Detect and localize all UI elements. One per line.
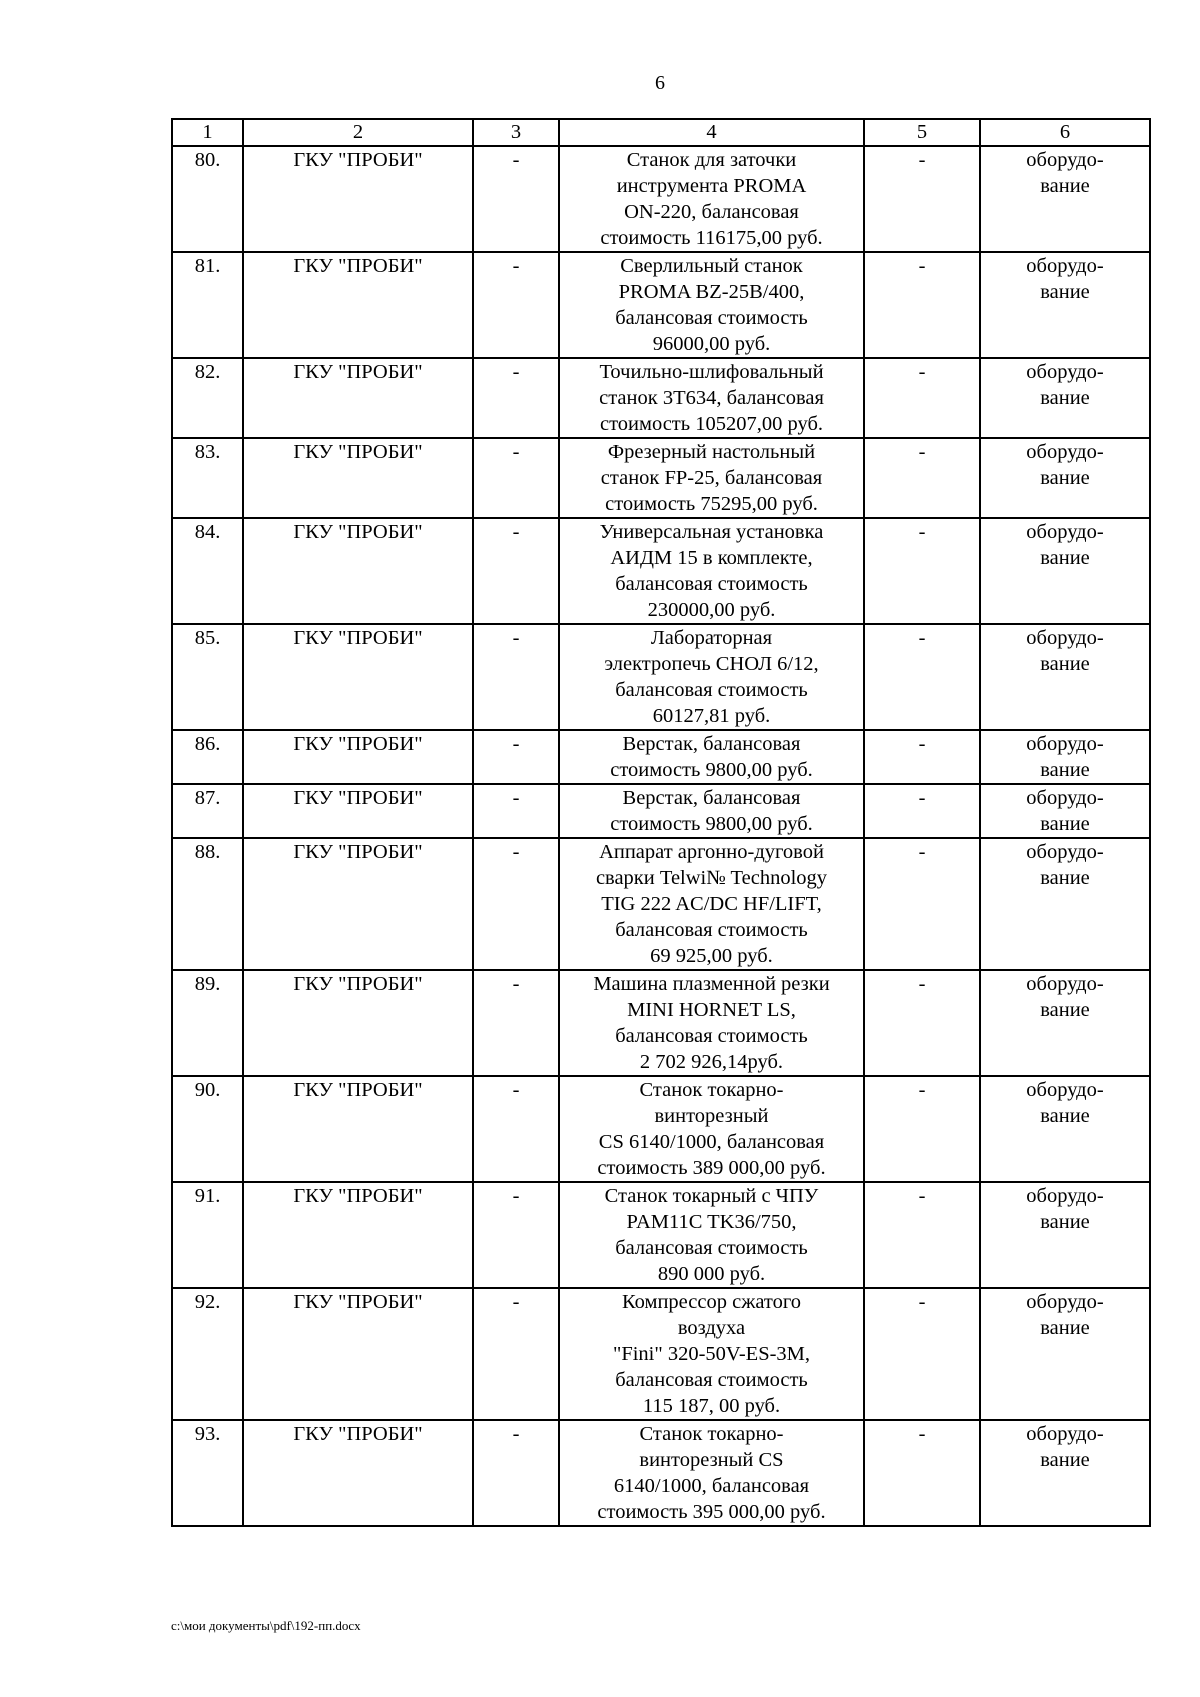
- description-line: CS 6140/1000, балансовая: [598, 1131, 825, 1153]
- description-cell: [559, 518, 864, 624]
- column-3-cell: -: [473, 518, 559, 624]
- column-3-cell: -: [473, 252, 559, 358]
- description-line: Станок для заточки: [626, 149, 797, 171]
- type-line: вание: [1040, 999, 1090, 1021]
- description-cell: [559, 1076, 864, 1182]
- table-row: [172, 838, 1150, 970]
- table-row: [172, 1420, 1150, 1526]
- type-line: оборудо-: [1026, 733, 1104, 755]
- description-line: стоимость 389 000,00 руб.: [597, 1157, 826, 1179]
- description-line: Верстак, балансовая: [622, 787, 801, 809]
- type-line: вание: [1040, 387, 1090, 409]
- type-line: оборудо-: [1026, 787, 1104, 809]
- organization-cell: ГКУ "ПРОБИ": [243, 438, 473, 518]
- row-number: 86.: [172, 730, 243, 784]
- description-line: Точильно-шлифовальный: [599, 361, 824, 383]
- table-row: [172, 438, 1150, 518]
- description-cell: [559, 1420, 864, 1526]
- description-line: электропечь СНОЛ 6/12,: [604, 653, 819, 675]
- type-line: оборудо-: [1026, 1423, 1104, 1445]
- column-header: 1: [172, 119, 243, 146]
- type-cell: [980, 730, 1150, 784]
- description-cell: [559, 784, 864, 838]
- description-line: 60127,81 руб.: [652, 705, 771, 727]
- description-line: 96000,00 руб.: [652, 333, 771, 355]
- type-cell: [980, 252, 1150, 358]
- column-5-cell: -: [864, 1288, 980, 1420]
- description-cell: [559, 252, 864, 358]
- organization-cell: ГКУ "ПРОБИ": [243, 970, 473, 1076]
- description-line: 6140/1000, балансовая: [613, 1475, 810, 1497]
- organization-cell: ГКУ "ПРОБИ": [243, 1288, 473, 1420]
- description-line: АИДМ 15 в комплекте,: [610, 547, 813, 569]
- type-cell: [980, 1182, 1150, 1288]
- organization-cell: ГКУ "ПРОБИ": [243, 146, 473, 252]
- column-3-cell: -: [473, 838, 559, 970]
- table-row: [172, 1288, 1150, 1420]
- description-line: винторезный CS: [639, 1449, 784, 1471]
- type-cell: [980, 784, 1150, 838]
- type-line: вание: [1040, 1211, 1090, 1233]
- row-number: 81.: [172, 252, 243, 358]
- description-line: балансовая стоимость: [615, 1025, 808, 1047]
- description-line: Универсальная установка: [599, 521, 824, 543]
- description-line: Компрессор сжатого: [621, 1291, 802, 1313]
- type-line: оборудо-: [1026, 441, 1104, 463]
- table-row: [172, 1182, 1150, 1288]
- description-line: стоимость 116175,00 руб.: [600, 227, 823, 249]
- column-5-cell: -: [864, 730, 980, 784]
- organization-cell: ГКУ "ПРОБИ": [243, 624, 473, 730]
- row-number: 82.: [172, 358, 243, 438]
- description-line: 115 187, 00 руб.: [642, 1395, 781, 1417]
- description-cell: [559, 970, 864, 1076]
- description-line: MINI HORNET LS,: [627, 999, 796, 1021]
- row-number: 91.: [172, 1182, 243, 1288]
- table-row: [172, 730, 1150, 784]
- table-row: [172, 518, 1150, 624]
- type-cell: [980, 1420, 1150, 1526]
- description-cell: [559, 358, 864, 438]
- description-line: винторезный: [654, 1105, 769, 1127]
- type-cell: [980, 838, 1150, 970]
- column-5-cell: -: [864, 838, 980, 970]
- description-line: "Fini" 320-50V-ES-3M,: [612, 1343, 811, 1365]
- organization-cell: ГКУ "ПРОБИ": [243, 784, 473, 838]
- row-number: 84.: [172, 518, 243, 624]
- description-line: 230000,00 руб.: [647, 599, 776, 621]
- type-line: оборудо-: [1026, 1185, 1104, 1207]
- type-cell: [980, 146, 1150, 252]
- column-5-cell: -: [864, 146, 980, 252]
- description-line: ON-220, балансовая: [624, 201, 799, 223]
- description-cell: [559, 438, 864, 518]
- type-line: вание: [1040, 281, 1090, 303]
- equipment-table: [171, 118, 1151, 1527]
- description-line: PROMA BZ-25B/400,: [618, 281, 805, 303]
- description-cell: [559, 1288, 864, 1420]
- description-cell: [559, 1182, 864, 1288]
- description-line: сварки Telwi№ Technology: [595, 867, 828, 889]
- table-row: [172, 358, 1150, 438]
- type-line: вание: [1040, 1449, 1090, 1471]
- type-line: оборудо-: [1026, 973, 1104, 995]
- description-line: стоимость 75295,00 руб.: [605, 493, 818, 515]
- description-line: балансовая стоимость: [615, 919, 808, 941]
- description-line: Станок токарно-: [639, 1079, 784, 1101]
- type-line: оборудо-: [1026, 627, 1104, 649]
- column-3-cell: -: [473, 1076, 559, 1182]
- description-line: Лабораторная: [650, 627, 773, 649]
- row-number: 89.: [172, 970, 243, 1076]
- column-5-cell: -: [864, 784, 980, 838]
- description-line: стоимость 9800,00 руб.: [610, 813, 813, 835]
- type-line: вание: [1040, 813, 1090, 835]
- type-cell: [980, 518, 1150, 624]
- table-row: [172, 784, 1150, 838]
- column-header: 3: [473, 119, 559, 146]
- column-3-cell: -: [473, 1288, 559, 1420]
- description-line: балансовая стоимость: [615, 573, 808, 595]
- type-line: оборудо-: [1026, 1079, 1104, 1101]
- row-number: 87.: [172, 784, 243, 838]
- header-row: [172, 119, 1150, 146]
- description-cell: [559, 838, 864, 970]
- description-cell: [559, 624, 864, 730]
- table-row: [172, 146, 1150, 252]
- description-line: Сверлильный станок: [620, 255, 803, 277]
- table-row: [172, 970, 1150, 1076]
- table-row: [172, 1076, 1150, 1182]
- type-line: вание: [1040, 867, 1090, 889]
- footer-file-path: c:\мои документы\pdf\192-пп.docx: [171, 1618, 361, 1633]
- table-row: [172, 252, 1150, 358]
- column-3-cell: -: [473, 1182, 559, 1288]
- column-5-cell: -: [864, 252, 980, 358]
- type-line: вание: [1040, 467, 1090, 489]
- column-header: 6: [980, 119, 1150, 146]
- column-5-cell: -: [864, 438, 980, 518]
- type-line: вание: [1040, 1105, 1090, 1127]
- description-line: балансовая стоимость: [615, 679, 808, 701]
- row-number: 93.: [172, 1420, 243, 1526]
- description-line: балансовая стоимость: [615, 1237, 808, 1259]
- description-line: Станок токарный с ЧПУ: [604, 1185, 819, 1207]
- column-3-cell: -: [473, 146, 559, 252]
- description-line: 890 000 руб.: [657, 1263, 766, 1285]
- column-5-cell: -: [864, 518, 980, 624]
- row-number: 85.: [172, 624, 243, 730]
- row-number: 90.: [172, 1076, 243, 1182]
- row-number: 88.: [172, 838, 243, 970]
- column-3-cell: -: [473, 438, 559, 518]
- type-line: оборудо-: [1026, 361, 1104, 383]
- description-line: стоимость 9800,00 руб.: [610, 759, 813, 781]
- description-line: Фрезерный настольный: [607, 441, 816, 463]
- organization-cell: ГКУ "ПРОБИ": [243, 252, 473, 358]
- type-line: вание: [1040, 175, 1090, 197]
- type-line: вание: [1040, 1317, 1090, 1339]
- organization-cell: ГКУ "ПРОБИ": [243, 1420, 473, 1526]
- column-5-cell: -: [864, 624, 980, 730]
- row-number: 83.: [172, 438, 243, 518]
- description-line: станок FP-25, балансовая: [600, 467, 823, 489]
- type-line: оборудо-: [1026, 255, 1104, 277]
- description-line: Машина плазменной резки: [593, 973, 830, 995]
- description-line: Аппарат аргонно-дуговой: [599, 841, 824, 863]
- type-line: оборудо-: [1026, 521, 1104, 543]
- row-number: 80.: [172, 146, 243, 252]
- type-line: оборудо-: [1026, 841, 1104, 863]
- type-cell: [980, 358, 1150, 438]
- type-line: оборудо-: [1026, 149, 1104, 171]
- type-cell: [980, 1288, 1150, 1420]
- type-line: вание: [1040, 547, 1090, 569]
- type-cell: [980, 970, 1150, 1076]
- column-3-cell: -: [473, 358, 559, 438]
- description-line: инструмента PROMA: [616, 175, 807, 197]
- description-line: стоимость 105207,00 руб.: [599, 413, 824, 435]
- row-number: 92.: [172, 1288, 243, 1420]
- organization-cell: ГКУ "ПРОБИ": [243, 1076, 473, 1182]
- column-3-cell: -: [473, 970, 559, 1076]
- column-3-cell: -: [473, 784, 559, 838]
- type-line: оборудо-: [1026, 1291, 1104, 1313]
- column-3-cell: -: [473, 624, 559, 730]
- description-line: Станок токарно-: [639, 1423, 784, 1445]
- organization-cell: ГКУ "ПРОБИ": [243, 358, 473, 438]
- column-3-cell: -: [473, 1420, 559, 1526]
- description-line: станок 3Т634, балансовая: [599, 387, 824, 409]
- description-line: воздуха: [677, 1317, 746, 1339]
- description-line: стоимость 395 000,00 руб.: [597, 1501, 826, 1523]
- column-5-cell: -: [864, 1182, 980, 1288]
- description-line: балансовая стоимость: [615, 1369, 808, 1391]
- organization-cell: ГКУ "ПРОБИ": [243, 1182, 473, 1288]
- description-line: балансовая стоимость: [615, 307, 808, 329]
- type-line: вание: [1040, 759, 1090, 781]
- description-line: 2 702 926,14руб.: [639, 1051, 784, 1073]
- type-cell: [980, 438, 1150, 518]
- type-cell: [980, 624, 1150, 730]
- page-number: 6: [655, 72, 665, 94]
- column-header: 2: [243, 119, 473, 146]
- description-cell: [559, 146, 864, 252]
- description-line: 69 925,00 руб.: [650, 945, 773, 967]
- column-3-cell: -: [473, 730, 559, 784]
- column-header: 5: [864, 119, 980, 146]
- column-5-cell: -: [864, 970, 980, 1076]
- type-line: вание: [1040, 653, 1090, 675]
- description-line: PAM11C TK36/750,: [626, 1211, 797, 1233]
- column-5-cell: -: [864, 1076, 980, 1182]
- column-5-cell: -: [864, 1420, 980, 1526]
- type-cell: [980, 1076, 1150, 1182]
- description-line: TIG 222 AC/DC HF/LIFT,: [601, 893, 822, 915]
- organization-cell: ГКУ "ПРОБИ": [243, 838, 473, 970]
- description-cell: [559, 730, 864, 784]
- description-line: Верстак, балансовая: [622, 733, 801, 755]
- table-row: [172, 624, 1150, 730]
- column-header: 4: [559, 119, 864, 146]
- organization-cell: ГКУ "ПРОБИ": [243, 730, 473, 784]
- organization-cell: ГКУ "ПРОБИ": [243, 518, 473, 624]
- column-5-cell: -: [864, 358, 980, 438]
